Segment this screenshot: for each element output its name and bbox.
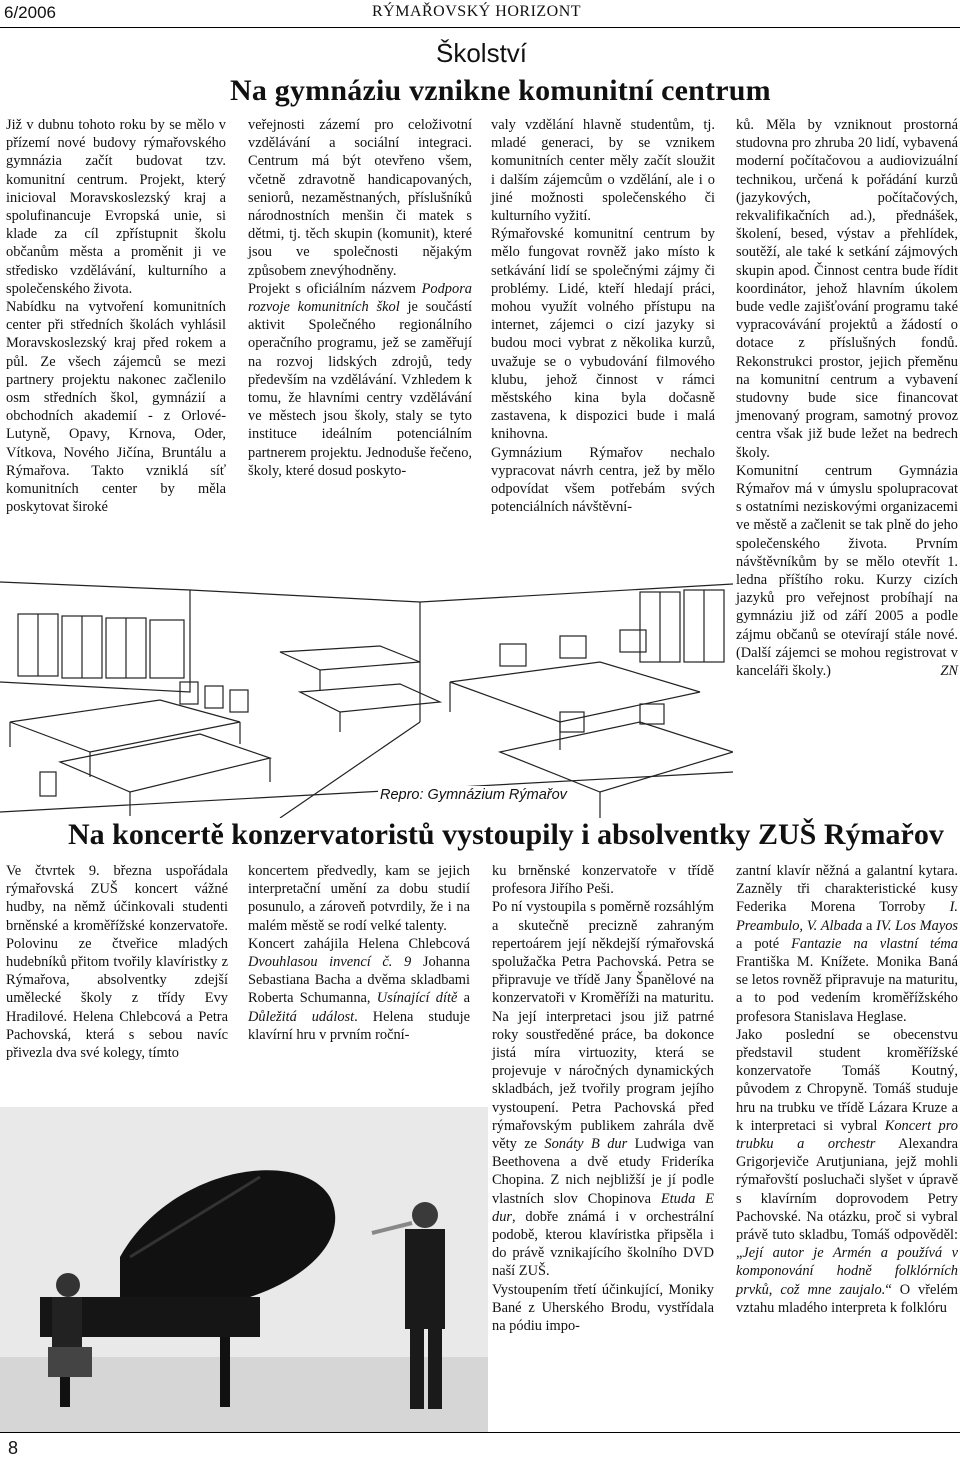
work-title: Fantazie na vlastní téma xyxy=(791,935,959,952)
article2-col2 xyxy=(248,862,470,1044)
page-number: 8 xyxy=(8,1438,19,1458)
paragraph: valy vzdělání hlavně studentům, tj. mladé generaci, by se vznikem komunitních center měly začít sloužit i dalším zájemcům o vzdělání, ale i o jiné možnosti společenského či kulturního vyžití. xyxy=(491,117,715,225)
text-run: Komunitní centrum Gymnázia Rýmařov má v úmyslu spolupracovat s ostatními neziskovými organizacemi ve městě a začlenit se tak plně do jeho společenského života. Prvním návštěvníkům by se mělo otevřít 1. ledna příštího roku. Kurzy cizích jazyků pro veřejnost probíhají na gymnáziu již od září 2005 a podle zájmu občanů se otevírají stále nové. (Další zájemci se mohou registrovat v kanceláři školy.) xyxy=(736,462,958,680)
paragraph: Již v dubnu tohoto roku by se mělo v přízemí nové budovy rýmařovského gymnázia začít budovat tzv. komunitní centrum. Projekt, který inicioval Moravskoslezský kraj a spolufinancuje Evropská unie, si klade za cíl zpřístupnit školu občanům města a proměnit ji ve středisko vzdělávání, kulturního a společenského života. xyxy=(6,117,226,297)
paragraph xyxy=(736,1026,958,1317)
paragraph xyxy=(248,935,470,1044)
paragraph: Ve čtvrtek 9. března uspořádala rýmařovská ZUŠ koncert vážné hudby, na němž účinkovali studenti brněnské a kroměřížské konzervatoře. Polovinu ze čtveřice mladých hudebníků přitom tvořily klavíristky z Rýmařova, absolventky zdejší umělecké školy z třídy Evy Hradilové. Helena Chlebcová a Petra Pachovská, která s sebou navíc přivezla dva své kolegy, tímto xyxy=(6,863,228,1062)
page-header xyxy=(0,0,960,28)
paragraph: Rýmařovské komunitní centrum by mělo fungovat rovněž jako místo k setkávání lidí se společnými zájmy či problémy. Lidé, kteří hledají práci, mohou využít volného přístupu na internet, zájemci o cizí jazyky si budou moci vybrat z několika kurzů, uvažuje se o vybudování filmového klubu, jehož činnost v rámci městského kina byla dočasně zastavena, k dispozici bude i malá knihovna. xyxy=(491,226,715,443)
paragraph: koncertem předvedly, kam se jejich interpretační umění za dobu studií posunulo, a zároveň potvrdily, že i na malém městě se rodí velké talenty. xyxy=(248,863,470,934)
work-title: Etuda E dur xyxy=(492,1190,714,1225)
article1-col3 xyxy=(491,116,715,516)
work-title: IV. Los Mayos xyxy=(876,917,958,934)
program-title: Podpora rozvoje komunitních škol xyxy=(248,280,472,316)
quote: Její autor je Armén a používá v komponování hodně folklórních prvků, což mne zaujalo. xyxy=(736,1245,958,1298)
classroom-line-drawing xyxy=(0,572,733,818)
text-run: Po ní vystoupila s poměrně rozsáhlým a skutečně precizně zahraným repertoárem její někdejší rýmařovská spolužačka Petra Pachovská. Petra se připravuje ve třídě Jany Španělové na konzervatoři v Kroměříži na maturitu. Na její interpretaci jsou již patrné roky soustředěné práce, ba dokonce jistá míra virtuozity, která se projevuje v náročných dynamických skladbách, jež tvořily program jejího vystoupení. Petra Pachovská před rýmařovským publikem zahrála dvě věty ze xyxy=(492,899,714,1153)
text-run: , dobře známá i v orchestrální podobě, kterou klavíristka připsěla i do právě vznikajícího školního DVD naší ZUŠ. xyxy=(492,1208,714,1280)
text-run: Johanna Sebastiana Bacha a dvěma skladbami Roberta Schumanna, xyxy=(248,954,470,1007)
text-run: Alexandra Grigorjeviče Arutjuniana, jejž mohli rýmařovští posluchači slyšet v úpravě s klavírním doprovodem Petry Pachovské. Na otázku, proč si vybral právě tuto skladbu, Tomáš odpověděl: „ xyxy=(736,1136,958,1262)
photo-credit: Repro: Gymnázium Rýmařov xyxy=(380,787,567,803)
text-run: Ludwiga van Beethovena a dvě etudy Frideríka Chopina. Z nich nejbližší je jí podle vlastních slov Chopinova xyxy=(492,1136,714,1207)
paragraph xyxy=(736,862,958,1026)
text-run: Františka M. Knížete. Monika Baná se letos rovněž připravuje na maturitu, a to pod vedením kroměřížského profesora Stanislava Heglase. xyxy=(736,954,958,1025)
issue-number: 6/2006 xyxy=(4,3,56,22)
section-label: Školství xyxy=(436,38,528,68)
work-title: Usínající dítě xyxy=(376,990,458,1007)
text-run: Koncert zahájila Helena Chlebcová xyxy=(248,935,470,952)
article1-col1 xyxy=(6,116,226,516)
article2-col4 xyxy=(736,862,958,1317)
concert-photo xyxy=(0,1107,488,1432)
article2-headline: Na koncertě konzervatoristů vystoupily i absolventky ZUŠ Rýmařov xyxy=(68,818,944,851)
paragraph xyxy=(492,898,714,1280)
masthead: RÝMAŘOVSKÝ HORIZONT xyxy=(372,3,582,20)
paragraph: ků. Měla by vzniknout prostorná studovna pro zhruba 20 lidí, vybavená moderní počítačovou a audiovizuální technikou, určená k pořádání kurzů (jazykových, počítačových, rekvalifikačních ad.), přednášek, školení, besed, výstav a přehlídek, soutěží, ale také k setkání zájmových skupin apod. Činnost centra bude řídit koordinátor, jehož hlavním úkolem bude vedle zajišťování programu také vypracovávání projektů a žádostí o dotace z příslušných fondů. Rekonstrukci prostor, jejich přeměnu na komunitní centrum a vybavení studovny bude sice financovat jmenovaný program, samotný provoz centra však již bude ležet na bedrech školy. xyxy=(736,117,958,461)
text-run: Projekt s oficiálním názvem xyxy=(248,280,422,297)
text-run: zantní klavír něžná a galantní kytara. Zazněly tři charakteristické kusy Federika Morena Torroby xyxy=(736,863,958,916)
paragraph: ku brněnské konzervatoře v třídě profesora Jiřího Peši. xyxy=(492,863,714,898)
article2-col1 xyxy=(6,862,228,1062)
article1-col2 xyxy=(248,116,472,480)
paragraph: veřejnosti zázemí pro celoživotní vzdělávání a sociální integraci. Centrum má být otevřeno všem, včetně zdravotně handicapovaných, seniorů, nezaměstnaných, příslušníků národnostních menšin či matek s dětmi, tj. těch skupin (komunit), které jsou ve společnosti nějakým způsobem znevýhodněny. xyxy=(248,117,472,279)
article2-col3 xyxy=(492,862,714,1335)
work-title: Dvouhlasou invencí č. 9 xyxy=(248,954,412,971)
text-run: a poté xyxy=(736,935,792,952)
article1-col4 xyxy=(736,116,958,680)
text-run: je součástí aktivit Společného regionálního operačního programu, jež se zaměřují na rozvoj lidských zdrojů, tedy především na vzdělávání. Vzhledem k tomu, že hlavními centry vzdělávání ve městech jsou školy, staly se tyto instituce ideálním potenciálním partnerem projektu. Jednoduše řečeno, školy, které dosud poskyto- xyxy=(248,299,472,479)
work-title: Důležitá událost xyxy=(248,1008,355,1025)
text-run: Jako poslední se obecenstvu představil student kroměřížské konzervatoře Tomáš Koutný, původem z Chropyně. Tomáš studuje hru na trubku ve třídě Lázara Kruze a k interpretaci si vybral xyxy=(736,1026,958,1134)
work-title: I. Preambulo, V. Albada xyxy=(736,899,958,934)
paragraph: Gymnázium Rýmařov nechalo vypracovat návrh centra, jež by mělo odpovídat všem potřebám svých potenciálních návštěvní- xyxy=(491,444,715,516)
paragraph xyxy=(248,280,472,480)
author-signature: ZN xyxy=(940,663,958,680)
text-run: a xyxy=(862,917,877,934)
text-run: . Helena studuje klavírní hru v prvním roční- xyxy=(248,1008,470,1043)
work-title: Koncert pro trubku a orchestr xyxy=(736,1117,959,1153)
paragraph: Vystoupením třetí účinkující, Moniky Bané z Uherského Brodu, vystřídala na pódiu impo- xyxy=(492,1281,714,1335)
text-run: a xyxy=(457,990,470,1007)
footer-rule xyxy=(0,1432,960,1433)
work-title: Sonáty B dur xyxy=(544,1136,628,1153)
concert-photo-drawing xyxy=(0,1107,488,1432)
text-run: “ O vřelém vztahu mladého interpreta k folklóru xyxy=(736,1281,958,1316)
paragraph: Nabídku na vytvoření komunitních center při středních školách vyhlásil Moravskoslezský kraj před rokem a půl. Ze všech zájemců se mezi partnery projektu nakonec začlenilo osm středních škol, gymnázií a obchodních akademií - z Orlové-Lutyně, Opavy, Krnova, Oder, Vítkova, Nového Jičína, Bruntálu a Rýmařova. Takto vzniklá síť komunitních center by měla poskytovat široké xyxy=(6,299,226,516)
article1-headline: Na gymnáziu vznikne komunitní centrum xyxy=(230,74,771,107)
classroom-illustration xyxy=(0,572,733,818)
paragraph xyxy=(736,462,958,680)
